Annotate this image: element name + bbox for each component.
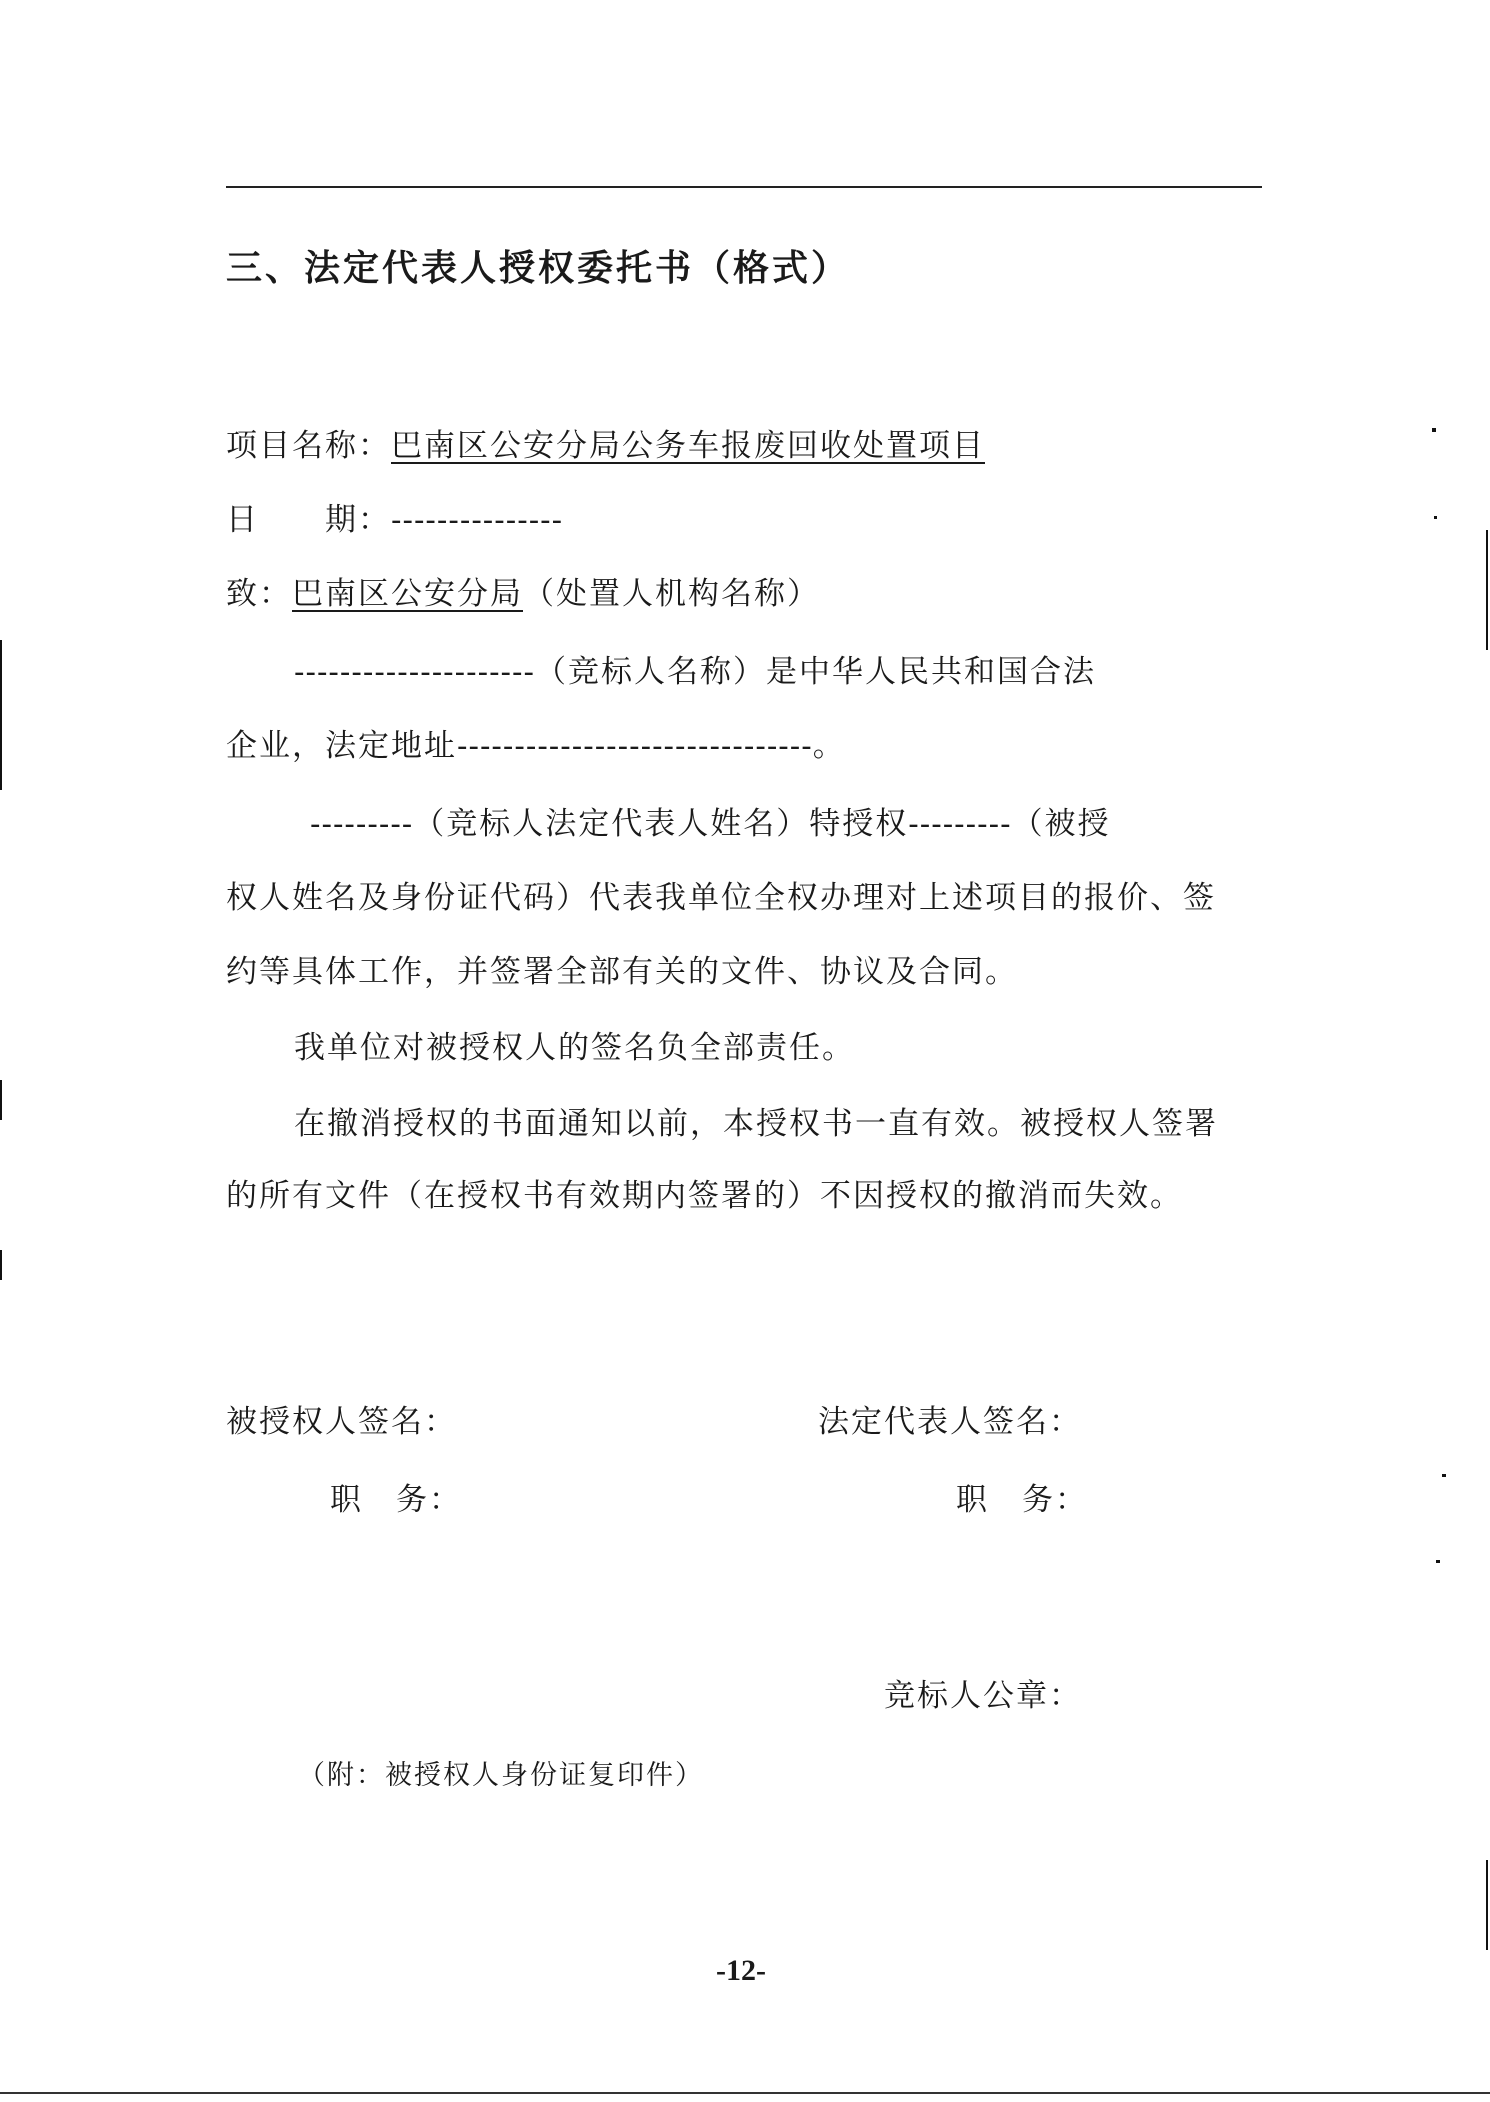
recipient-name: 巴南区公安分局 bbox=[292, 576, 523, 612]
recipient-line bbox=[226, 574, 820, 614]
scan-speck bbox=[1434, 516, 1437, 519]
project-line bbox=[226, 426, 985, 466]
address-blank: ------------------------------- bbox=[457, 728, 813, 764]
recipient-label: 致： bbox=[226, 576, 292, 612]
legal-rep-blank: --------- bbox=[310, 806, 414, 842]
address-end: 。 bbox=[812, 728, 846, 764]
scan-speck bbox=[1442, 1474, 1446, 1477]
para3: 我单位对被授权人的签名负全部责任。 bbox=[294, 1030, 855, 1066]
para2-line3: 约等具体工作，并签署全部有关的文件、协议及合同。 bbox=[226, 954, 1018, 990]
date-blank: --------------- bbox=[391, 502, 564, 538]
scan-edge-mark bbox=[1486, 530, 1488, 650]
para2-text1: （竞标人法定代表人姓名）特授权 bbox=[413, 806, 909, 842]
attachment-note: （附：被授权人身份证复印件） bbox=[298, 1760, 704, 1791]
para2-line1 bbox=[310, 804, 1111, 844]
para1-line2 bbox=[226, 726, 846, 766]
legal-rep-title-label: 职 务： bbox=[956, 1482, 1088, 1518]
scan-speck bbox=[1436, 1560, 1440, 1563]
project-label: 项目名称： bbox=[226, 428, 391, 464]
header-rule bbox=[226, 186, 1262, 188]
authorized-person-blank: --------- bbox=[908, 806, 1012, 842]
address-label: 企业，法定地址 bbox=[226, 728, 457, 764]
authorized-signature-label: 被授权人签名： bbox=[226, 1404, 457, 1440]
bidder-seal-label: 竞标人公章： bbox=[884, 1678, 1082, 1714]
para1-text: （竞标人名称）是中华人民共和国合法 bbox=[534, 654, 1096, 690]
para4-line1: 在撤消授权的书面通知以前，本授权书一直有效。被授权人签署 bbox=[294, 1106, 1218, 1142]
date-label: 日 期： bbox=[226, 502, 391, 538]
recipient-note: （处置人机构名称） bbox=[523, 576, 820, 612]
section-heading: 三、法定代表人授权委托书（格式） bbox=[226, 247, 851, 289]
scan-edge-mark bbox=[1486, 1860, 1488, 1950]
project-name: 巴南区公安分局公务车报废回收处置项目 bbox=[391, 428, 985, 464]
scan-edge-mark bbox=[0, 1250, 2, 1280]
para1-line1 bbox=[294, 652, 1096, 692]
legal-rep-signature-label: 法定代表人签名： bbox=[818, 1404, 1082, 1440]
scan-edge-mark bbox=[0, 1080, 2, 1120]
para4-line2: 的所有文件（在授权书有效期内签署的）不因授权的撤消而失效。 bbox=[226, 1178, 1183, 1214]
date-line bbox=[226, 500, 563, 540]
scan-bottom-edge bbox=[0, 2092, 1490, 2094]
para2-text1-end: （被授 bbox=[1011, 806, 1111, 842]
scan-speck bbox=[1432, 428, 1436, 432]
para2-line2: 权人姓名及身份证代码）代表我单位全权办理对上述项目的报价、签 bbox=[226, 880, 1216, 916]
authorized-title-label: 职 务： bbox=[330, 1482, 462, 1518]
page-number: -12- bbox=[716, 1954, 766, 1987]
scan-edge-mark bbox=[0, 640, 2, 790]
bidder-name-blank: --------------------- bbox=[294, 654, 535, 690]
